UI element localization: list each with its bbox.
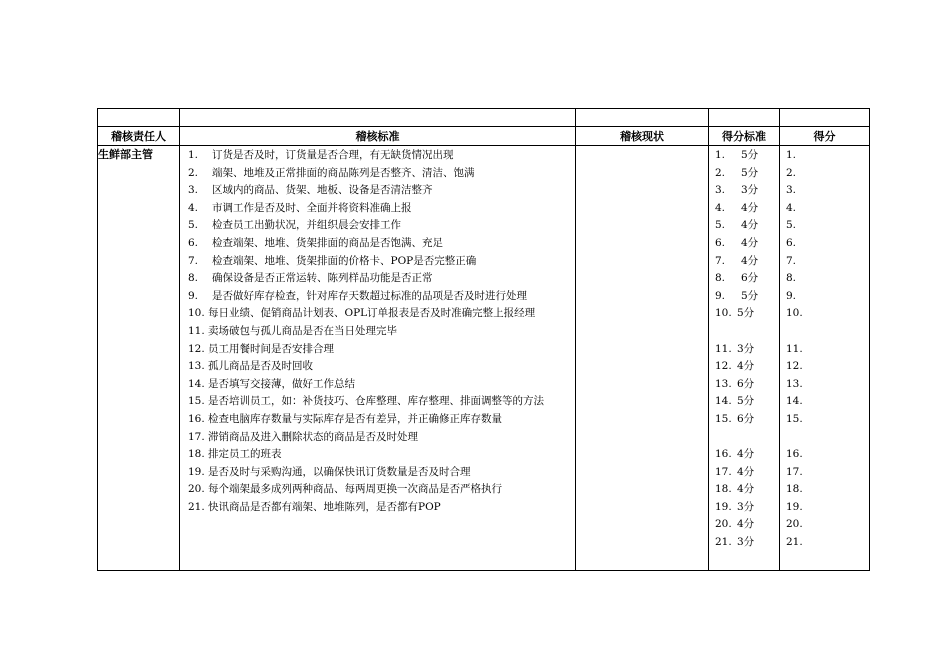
score-standard-number: 7.: [715, 254, 726, 267]
score-item: 8.: [786, 272, 797, 285]
standard-item-number: 4.: [188, 201, 199, 214]
score-standard-number: 10.: [715, 307, 732, 320]
score-standard-value: 4分: [741, 201, 759, 214]
score-standard-item: [709, 200, 779, 218]
score-item: 16.: [786, 448, 803, 461]
score-item: 17.: [786, 465, 803, 478]
score-standard-item: [709, 464, 779, 482]
score-standard-item: [709, 217, 779, 235]
standard-item: [180, 253, 575, 271]
standard-item-text: 快讯商品是否都有端架、地堆陈列，是否都有POP: [208, 500, 441, 513]
score-item: 10.: [786, 307, 803, 320]
standard-item-number: 18.: [188, 448, 205, 461]
standard-item-number: 19.: [188, 465, 205, 478]
standard-item: [180, 305, 575, 323]
standard-item: [180, 270, 575, 288]
standard-item-text: 订货是否及时，订货量是否合理，有无缺货情况出现: [212, 149, 454, 161]
score-standard-item: [709, 516, 779, 534]
score-standard-item: [709, 499, 779, 517]
standard-item-number: 17.: [188, 430, 205, 443]
score-standard-number: 15.: [715, 412, 732, 425]
standard-item: [180, 182, 575, 200]
score-standard-number: 21.: [715, 536, 732, 549]
score-standard-value: 5分: [741, 149, 759, 161]
score-item: 5.: [786, 219, 797, 232]
standard-item-number: 6.: [188, 236, 199, 249]
score-standard-value: 4分: [741, 219, 759, 232]
blank-row: [98, 109, 870, 127]
score-standard-value: 4分: [737, 465, 755, 478]
score-standard-item: [709, 393, 779, 411]
score-standard-item: [709, 305, 779, 340]
responsible-cell: 生鲜部主管: [98, 146, 180, 571]
score-standard-number: 5.: [715, 219, 726, 232]
score-standard-item: [709, 288, 779, 306]
header-score: 得分: [780, 127, 870, 146]
score-standard-number: 9.: [715, 289, 726, 302]
score-standard-item: [709, 376, 779, 394]
standard-item-text: 检查端架、地堆、货架排面的价格卡、POP是否完整正确: [212, 254, 477, 267]
standard-item: [180, 393, 575, 411]
score-standard-number: 17.: [715, 465, 732, 478]
score-item: 2.: [786, 166, 797, 179]
standard-item: [180, 323, 575, 341]
standard-item-number: 13.: [188, 360, 205, 373]
score-item: 3.: [786, 184, 797, 197]
header-score-standard: 得分标准: [709, 127, 780, 146]
score-standard-item: [709, 270, 779, 288]
standard-item: [180, 481, 575, 499]
standard-item-text: 每个端架最多成列两种商品、每两周更换一次商品是否严格执行: [208, 483, 502, 496]
header-responsible: 稽核责任人: [98, 127, 180, 146]
standard-item-number: 3.: [188, 184, 199, 197]
body-row: [98, 146, 870, 571]
standard-item-text: 是否做好库存检查，针对库存天数超过标准的品项是否及时进行处理: [212, 289, 527, 302]
standard-item-number: 5.: [188, 219, 199, 232]
score-standard-item: [709, 341, 779, 359]
standard-item: [180, 376, 575, 394]
score-standard-item: [709, 481, 779, 499]
score-standard-cell: [709, 146, 780, 571]
score-standard-number: 3.: [715, 184, 726, 197]
standard-item-text: 区域内的商品、货架、地板、设备是否清洁整齐: [212, 184, 433, 197]
standard-item-text: 确保设备是否正常运转、陈列样品功能是否正常: [212, 272, 433, 285]
standard-cell: [180, 146, 576, 571]
score-standard-list: [709, 146, 779, 570]
score-item: 11.: [786, 342, 803, 355]
score-standard-number: 8.: [715, 272, 726, 285]
standard-item-number: 10.: [188, 307, 205, 320]
standard-item-number: 2.: [188, 166, 199, 179]
score-standard-item: [709, 534, 779, 552]
score-standard-number: 13.: [715, 377, 732, 390]
standard-item-number: 7.: [188, 254, 199, 267]
standard-list: [180, 146, 575, 534]
standard-item-number: 8.: [188, 272, 199, 285]
score-standard-number: 14.: [715, 395, 732, 408]
score-standard-value: 4分: [737, 448, 755, 461]
score-list: [780, 146, 869, 570]
standard-item-text: 市调工作是否及时、全面并将资料准确上报: [212, 201, 412, 214]
score-standard-value: 4分: [741, 254, 759, 267]
score-standard-number: 16.: [715, 448, 732, 461]
standard-item-text: 是否培训员工，如：补货技巧、仓库整理、库存整理、排面调整等的方法: [208, 395, 544, 408]
score-standard-value: 6分: [737, 377, 755, 390]
score-standard-number: 12.: [715, 360, 732, 373]
standard-item-number: 20.: [188, 483, 205, 496]
score-standard-number: 20.: [715, 518, 732, 531]
score-standard-item: [709, 358, 779, 376]
standard-item: [180, 429, 575, 447]
standard-item-text: 员工用餐时间是否安排合理: [208, 342, 334, 355]
score-standard-value: 6分: [741, 272, 759, 285]
standard-item: [180, 217, 575, 235]
score-standard-number: 6.: [715, 236, 726, 249]
score-standard-value: 3分: [737, 342, 755, 355]
score-cell: [780, 146, 870, 571]
score-standard-value: 5分: [741, 289, 759, 302]
standard-item: [180, 147, 575, 165]
standard-item-number: 21.: [188, 500, 205, 513]
score-item: 21.: [786, 536, 803, 549]
standard-item-number: 11.: [188, 324, 205, 337]
standard-item-text: 卖场破包与孤儿商品是否在当日处理完毕: [208, 324, 397, 337]
standard-item-text: 端架、地堆及正常排面的商品陈列是否整齐、清洁、饱满: [212, 166, 475, 179]
score-standard-value: 4分: [741, 236, 759, 249]
score-standard-number: 18.: [715, 483, 732, 496]
standard-item: [180, 411, 575, 429]
score-item: 1.: [786, 149, 797, 161]
score-item: 20.: [786, 518, 803, 531]
score-item: 4.: [786, 201, 797, 214]
score-standard-value: 5分: [741, 166, 759, 179]
standard-item: [180, 358, 575, 376]
score-standard-item: [709, 147, 779, 165]
score-item: 6.: [786, 236, 797, 249]
score-standard-item: [709, 253, 779, 271]
standard-item-number: 12.: [188, 342, 205, 355]
score-standard-item: [709, 446, 779, 464]
score-item: 15.: [786, 412, 803, 425]
standard-item: [180, 288, 575, 306]
standard-item: [180, 464, 575, 482]
score-standard-value: 5分: [737, 395, 755, 408]
standard-item-text: 每日业绩、促销商品计划表、OPL订单报表是否及时准确完整上报经理: [208, 307, 536, 320]
score-standard-value: 3分: [737, 536, 755, 549]
standard-item-number: 15.: [188, 395, 205, 408]
score-standard-number: 11.: [715, 342, 732, 355]
score-standard-value: 3分: [737, 500, 755, 513]
score-standard-value: 4分: [737, 483, 755, 496]
score-standard-item: [709, 182, 779, 200]
score-item: 7.: [786, 254, 797, 267]
standard-item-text: 排定员工的班表: [208, 448, 282, 461]
score-standard-number: 4.: [715, 201, 726, 214]
score-item: 9.: [786, 289, 797, 302]
score-standard-value: 4分: [737, 360, 755, 373]
standard-item: [180, 165, 575, 183]
standard-item-text: 检查电脑库存数量与实际库存是否有差异，并正确修正库存数量: [208, 412, 502, 425]
score-item: 18.: [786, 483, 803, 496]
standard-item-text: 是否填写交接薄，做好工作总结: [208, 377, 355, 390]
header-row: [98, 127, 870, 146]
standard-item: [180, 200, 575, 218]
standard-item-number: 16.: [188, 412, 205, 425]
score-item: 19.: [786, 500, 803, 513]
standard-item-text: 孤儿商品是否及时回收: [208, 360, 313, 373]
standard-item: [180, 341, 575, 359]
standard-item-number: 14.: [188, 377, 205, 390]
standard-item-text: 是否及时与采购沟通，以确保快讯订货数量是否及时合理: [208, 465, 471, 478]
score-standard-value: 3分: [741, 184, 759, 197]
status-cell: [576, 146, 709, 571]
score-item: 13.: [786, 377, 803, 390]
score-standard-value: 6分: [737, 412, 755, 425]
score-standard-item: [709, 165, 779, 183]
score-standard-item: [709, 235, 779, 253]
score-standard-number: 1.: [715, 149, 726, 161]
standard-item: [180, 235, 575, 253]
score-standard-number: 19.: [715, 500, 732, 513]
standard-item: [180, 499, 575, 517]
score-standard-value: 5分: [737, 307, 755, 320]
standard-item: [180, 446, 575, 464]
standard-item-text: 滞销商品及进入删除状态的商品是否及时处理: [208, 430, 418, 443]
score-standard-number: 2.: [715, 166, 726, 179]
standard-item-text: 检查员工出勤状况，并组织晨会安排工作: [212, 219, 401, 232]
score-standard-item: [709, 411, 779, 446]
audit-table: [97, 108, 870, 571]
score-item: 14.: [786, 395, 803, 408]
standard-item-number: 9.: [188, 289, 199, 302]
header-status: 稽核现状: [576, 127, 709, 146]
standard-item-text: 检查端架、地堆、货架排面的商品是否饱满、充足: [212, 236, 443, 249]
standard-item-number: 1.: [188, 149, 199, 161]
score-item: 12.: [786, 360, 803, 373]
score-standard-value: 4分: [737, 518, 755, 531]
header-standard: 稽核标准: [180, 127, 576, 146]
